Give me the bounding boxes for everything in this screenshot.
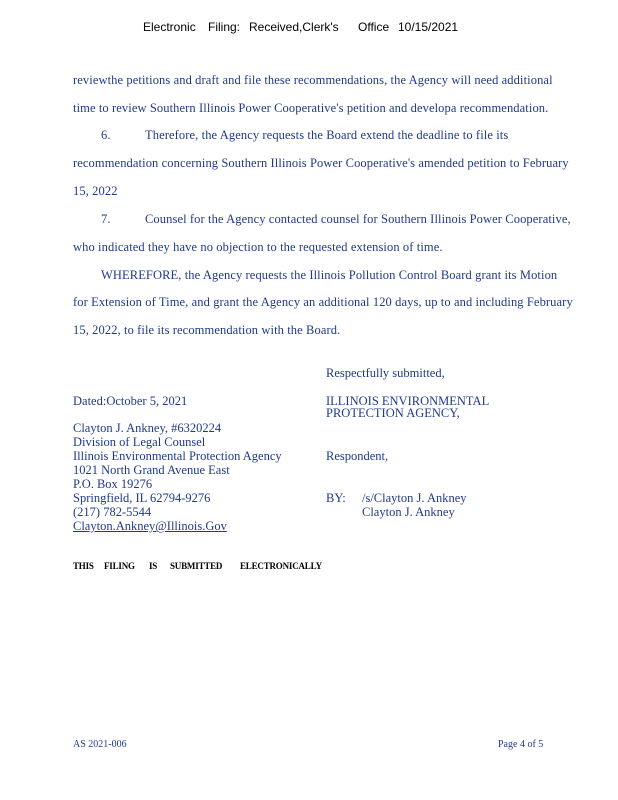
agency-line: Illinois Environmental Protection Agency [73,449,282,463]
stamp-word: Office [358,20,390,34]
body-line: time to review Southern Illinois Power Cooperative's petition and developa recommendation. [73,101,549,115]
agency-name-line: PROTECTION AGENCY, [326,406,460,420]
case-number: AS 2021-006 [73,739,127,750]
notice-word: FILING [104,561,135,571]
body-line: 15, 2022, to file its recommendation with the Board. [73,323,341,337]
body-line: Counsel for the Agency contacted counsel for Southern Illinois Power Cooperative, [145,212,571,226]
stamp-word: Filing: [208,20,241,34]
body-line: WHEREFORE, the Agency requests the Illinois Pollution Control Board grant its Motion [101,268,558,282]
date-line: Dated:October 5, 2021 [73,394,188,408]
body-line: who indicated they have no objection to the requested extension of time. [73,240,443,254]
phone-line: (217) 782-5544 [73,505,152,519]
body-line: Therefore, the Agency requests the Board extend the deadline to file its [145,128,509,142]
stamp-word: 10/15/2021 [398,20,459,34]
respectfully-submitted: Respectfully submitted, [326,366,445,380]
stamp-word: Received,Clerk's [249,20,339,34]
attorney-name: Clayton J. Ankney, #6320224 [73,421,222,435]
city-line: Springfield, IL 62794-9276 [73,491,211,505]
respondent-label: Respondent, [326,449,389,463]
stamp-word: Electronic [143,20,196,34]
division-line: Division of Legal Counsel [73,435,206,449]
notice-word: ELECTRONICALLY [240,561,322,571]
notice-word: SUBMITTED [170,561,223,571]
notice-word: IS [149,561,158,571]
agency-name-line: ILLINOIS ENVIRONMENTAL [326,394,490,408]
paragraph-number: 6. [101,128,111,142]
by-label: BY: [326,491,346,505]
paragraph-number: 7. [101,212,111,226]
pobox-line: P.O. Box 19276 [73,477,153,491]
electronic-filing-stamp [0,20,618,104]
electronic-signature: /s/Clayton J. Ankney [362,491,467,505]
signer-name: Clayton J. Ankney [362,505,455,519]
notice-word: THIS [73,561,94,571]
body-line: recommendation concerning Southern Illinois Power Cooperative's amended petition to February [73,156,569,170]
body-line: reviewthe petitions and draft and file these recommendations, the Agency will need additional [73,73,553,87]
street-line: 1021 North Grand Avenue East [73,463,230,477]
email-link[interactable]: Clayton.Ankney@Illinois.Gov [73,519,227,533]
body-line: 15, 2022 [73,184,118,198]
body-line: for Extension of Time, and grant the Agency an additional 120 days, up to and including February [73,295,573,309]
page-number: Page 4 of 5 [498,739,544,750]
